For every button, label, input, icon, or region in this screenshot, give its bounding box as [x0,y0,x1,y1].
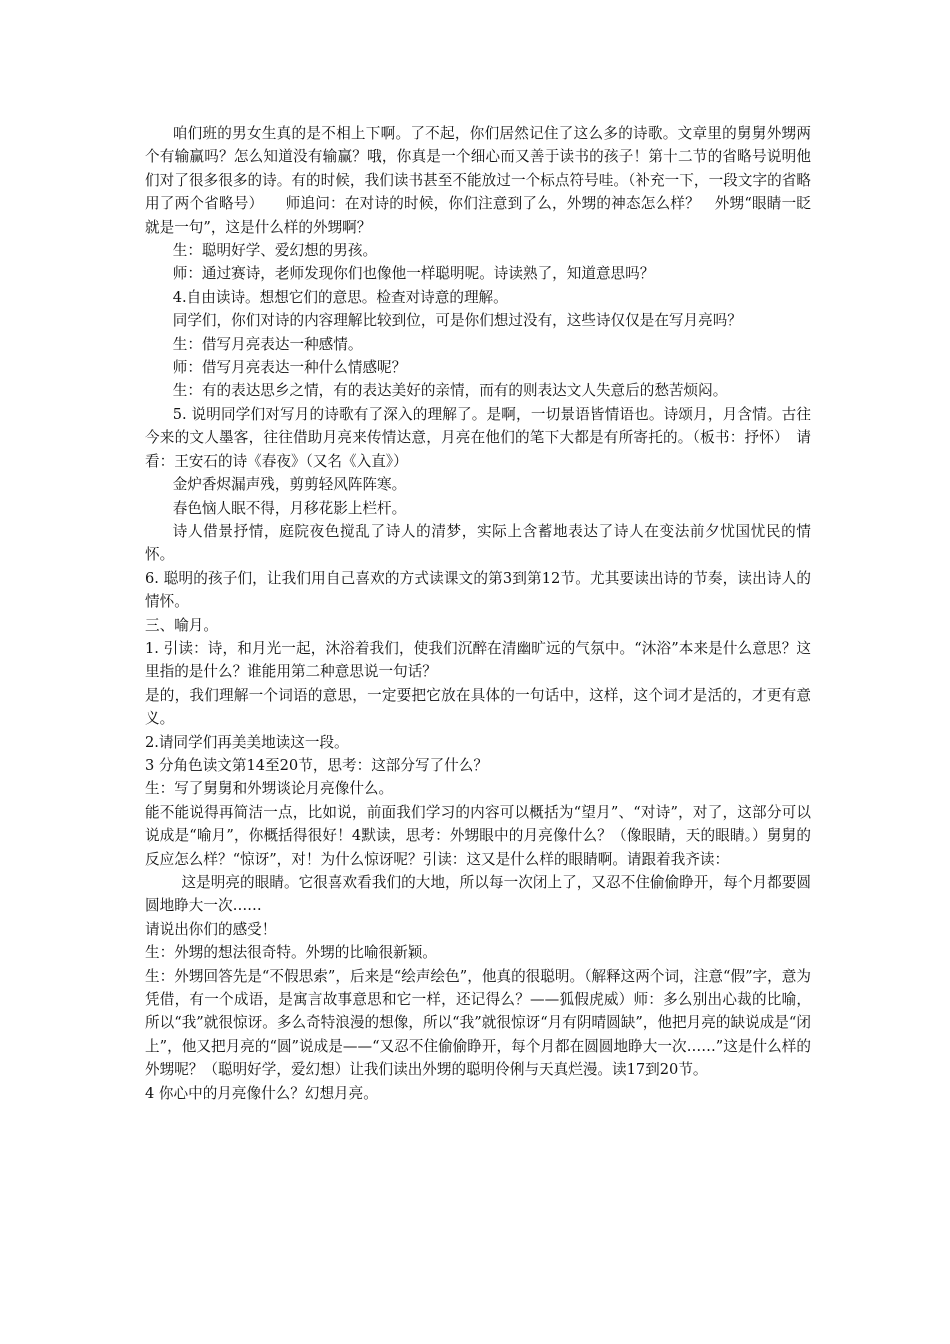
paragraph-student-answer-2: 生：借写月亮表达一种感情。 [172,335,363,353]
paragraph-quote-eyes: 这是明亮的眼睛。它很喜欢看我们的大地，所以每一次闭上了，又忍不住偷偷睁开，每个月都要圆圆地睁大一次…… [145,874,811,915]
paragraph-teacher-1: 师：通过赛诗，老师发现你们也像他一样聪明呢。诗读熟了，知道意思吗？ [172,265,655,283]
paragraph-review: 咱们班的男女生真的是不相上下啊。了不起，你们居然记住了这么多的诗歌。文章里的舅舅外甥两个有输赢吗？怎么知道没有输赢？哦，你真是一个细心而又善于读书的孩子！第十二节的省略号说明他们对了很多很多的诗。有的时候，我们读书甚至不能放过一个标点符号哇。（补充一下，一段文字的省略用了两个省略号） 师追问：在对诗的时候，你们注意到了么，外甥的神态怎么样？ 外甥“眼睛一眨就是一句”，这是什么样的外甥啊？ [145,125,811,236]
paragraph-student-answer-1: 生：聪明好学、爱幻想的男孩。 [172,242,378,260]
paragraph-teacher-2: 师：借写月亮表达一种什么情感呢？ [172,359,407,377]
paragraph-step-6: 6. 聪明的孩子们，让我们用自己喜欢的方式读课文的第3到第12节。尤其要读出诗的节奏，读出诗人的情怀。 [145,569,811,611]
poem-line-2: 春色恼人眠不得，月移花影上栏杆。 [172,499,407,517]
paragraph-read-again: 2.请同学们再美美地读这一段。 [145,733,349,751]
paragraph-student-answer-4: 生：写了舅舅和外甥谈论月亮像什么。 [145,780,394,798]
paragraph-question: 同学们，你们对诗的内容理解比较到位，可是你们想过没有，这些诗仅仅是在写月亮吗？ [172,312,742,330]
paragraph-poem-commentary: 诗人借景抒情，庭院夜色搅乱了诗人的清梦，实际上含蓄地表达了诗人在变法前夕忧国忧民的情怀。 [145,522,811,564]
paragraph-word-meaning: 是的，我们理解一个词语的意思，一定要把它放在具体的一句话中，这样，这个词才是活的，才更有意义。 [145,686,811,728]
paragraph-student-answer-5: 生：外甥的想法很奇特。外甥的比喻很新颖。 [145,944,437,962]
paragraph-role-reading: 3 分角色读文第14至20节，思考：这部分写了什么？ [145,756,488,774]
paragraph-student-answer-3: 生：有的表达思乡之情，有的表达美好的亲情，而有的则表达文人失意后的愁苦烦闷。 [172,382,728,400]
paragraph-guided-reading: 1. 引读：诗，和月光一起，沐浴着我们，使我们沉醉在清幽旷远的气氛中。“沐浴”本来是什么意思？这里指的是什么？谁能用第二种意思说一句话？ [145,639,811,681]
paragraph-summary: 能不能说得再简洁一点，比如说，前面我们学习的内容可以概括为“望月”、“对诗”，对了，这部分可以说成是“喻月”，你概括得很好！4默读，思考：外甥眼中的月亮像什么？（像眼睛，天的眼睛。）舅舅的反应怎么样？“惊讶”，对！为什么惊讶呢？引读：这又是什么样的眼睛啊。请跟着我齐读： [145,803,811,868]
paragraph-step-5: 5. 说明同学们对写月的诗歌有了深入的理解了。是啊，一切景语皆情语也。诗颂月，月含情。古往今来的文人墨客，往往借助月亮来传情达意，月亮在他们的笔下大都是有所寄托的。（板书：抒怀） 请看：王安石的诗《春夜》（又名《入直》） [145,405,811,470]
paragraph-student-answer-6: 生：外甥回答先是“不假思索”，后来是“绘声绘色”，他真的很聪明。（解释这两个词，注意“假”字，意为凭借，有一个成语，是寓言故事意思和它一样，还记得么？——狐假虎威）师：多么别出心裁的比喻，所以“我”就很惊讶。多么奇特浪漫的想像，所以“我”就很惊讶“月有阴晴圆缺”，他把月亮的缺说成是“闭上”，他又把月亮的“圆”说成是——“又忍不住偷偷睁开，每个月都在圆圆地睁大一次……”这是什么样的外甥呢？（聪明好学，爱幻想）让我们读出外甥的聪明伶俐与天真烂漫。读17到20节。 [145,967,811,1079]
paragraph-prompt-feelings: 请说出你们的感受！ [145,920,277,938]
paragraph-step-4: 4.自由读诗。想想它们的意思。检查对诗意的理解。 [172,288,508,306]
paragraph-step-imagine: 4 你心中的月亮像什么？幻想月亮。 [145,1084,378,1102]
section-heading-metaphor: 三、喻月。 [145,616,218,634]
poem-line-1: 金炉香烬漏声残，剪剪轻风阵阵寒。 [172,476,407,494]
lesson-text [145,122,811,1105]
